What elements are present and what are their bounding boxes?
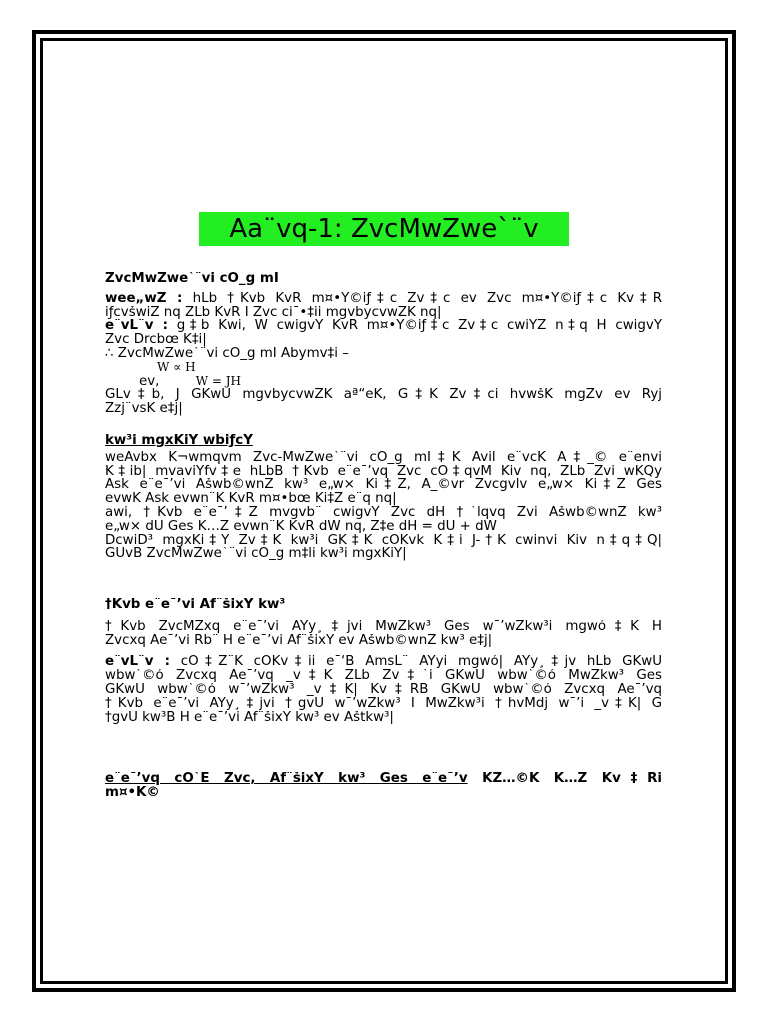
chapter-title: Aa¨vq-1: ZvcMwZwe`¨v	[199, 212, 569, 246]
explanation-line-1	[105, 655, 662, 669]
section-heading-underlined: e¨e¯’vq cÖ`Ë Zvc, Af¨šixY kw³ Ges e¨e¯’v	[105, 772, 468, 786]
explanation-text-1: g‡b Kwi, W cwigvY KvR m¤•Y©iƒ‡c Zv‡c cwiYZ n‡q H cwigvY	[176, 319, 662, 334]
definition-line-1	[105, 292, 662, 306]
explanation-line-1	[105, 319, 662, 333]
definition-line-2: iƒcvšwiZ nq ZLb KvR I Zvc ci¯•‡ii mgvbycvwZK nq|	[105, 305, 442, 320]
definition-text-1: hLb †Kvb KvR m¤•Y©iƒ‡c Zv‡c ev Zvc m¤•Y©iƒ‡c Kv‡R	[192, 291, 662, 306]
section-heading-rest: KZ…©K K…Z Kv‡Ri	[467, 772, 662, 786]
section-internal-energy	[105, 598, 662, 724]
section-energy-equation	[105, 434, 662, 561]
paragraph-line: †Kvb e¨e¯’vi AYy¸‡jvi †gvU w¯’wZkw³ I MwZkw³i †hvMdj w¯’i _v‡K| G	[105, 696, 662, 711]
paragraph-line: weÁvbx K¬wmqvm Zvc-MwZwe`¨vi cÖ_g mÎ‡K Avil e¨vcK A‡_© e¨envi	[105, 450, 662, 465]
constant-line-2: Zzj¨vsK e‡j|	[105, 402, 183, 416]
paragraph-line: Ask e¨e¯’vi Ašwb©wnZ kw³ e„w× Ki‡Z, A_©vr Zvcgvlv e„w× Ki‡Z Ges	[105, 478, 662, 493]
section-heading: ZvcMwZwe`¨vi cÖ_g mÎ	[105, 272, 279, 286]
formula-equation	[105, 375, 662, 389]
formula-jh: W = JH	[195, 374, 241, 388]
paragraph-line: wbw`©ó Zvcxq Ae¯’vq _v‡K ZLb Zv‡`i GKwU wbw`©ó MwZkw³ Ges	[105, 669, 662, 683]
section-heading: †Kvb e¨e¯’vi Af¨šixY kw³	[105, 598, 286, 612]
section-heading-line-1	[105, 772, 662, 786]
paragraph-line: K‡ib| mvaviYfv‡e hLbB †Kvb e¨e¯’vq Zvc cÖ‡qvM Kiv nq, ZLb Zvi wKQy	[105, 464, 662, 479]
constant-line-1: GLv‡b, J GKwU mgvbycvwZK aª“eK, G‡K Zv‡ci hvwšK mgZv ev Ryj	[105, 388, 662, 403]
paragraph-line: evwK Ask evwn¨K KvR m¤•bœ Ki‡Z e¨q nq|	[105, 492, 397, 506]
formula-prefix: ev,	[139, 374, 160, 389]
therefore-line: ∴ ZvcMwZwe`¨vi cÖ_g mÎ Abymv‡i –	[105, 346, 349, 361]
explanation-line-2: Zvc Drcbœ K‡i|	[105, 333, 207, 347]
paragraph-line: GUvB ZvcMwZwe`¨vi cÖ_g m‡li kw³i mgxKiY|	[105, 547, 407, 562]
paragraph-line: GKwU wbw`©ó w¯’wZkw³ _v‡K| Kv‡RB GKwU wbw`©ó Zvcxq Ae¯’vq	[105, 682, 662, 697]
explanation-label: e¨vL¨v :	[105, 319, 168, 334]
paragraph-line: Zvcxq Ae¯’vi Rb¨ H e¨e¯’vi Af¨šixY ev Ašwb©wnZ kw³ e‡j|	[105, 633, 493, 648]
explanation-text-1: cÖ‡Z¨K cÖKv‡ii e¯‘B AmsL¨ AYyi mgwó| AYy¸‡jv hLb GKwU	[180, 655, 662, 670]
section-heading-line-2: m¤•K©	[105, 785, 160, 800]
section-first-law	[105, 272, 662, 416]
formula-proportional: W ∝ H	[157, 360, 196, 374]
paragraph-line: awi, †Kvb e¨e¯’‡Z mvgvb¨ cwigvY Zvc dH †`lqvq Zvi Ašwb©wnZ kw³	[105, 505, 662, 520]
paragraph-line: DcwiD³ mgxKi‡Y Zv‡K kw³i GK‡K cÖKvk K‡i J-†K cwinvi Kiv n‡q‡Q|	[105, 533, 662, 548]
definition-label: wee„wZ :	[105, 291, 183, 306]
explanation-label: e¨vL¨v :	[105, 655, 170, 670]
paragraph-line: †gvU kw³B H e¨e¯’vi Af¨šixY kw³ ev Aštkw³|	[105, 710, 394, 725]
section-heading: kw³i mgxKiY wbiƒcY	[105, 434, 253, 448]
section-heat-work-relation	[105, 772, 662, 800]
paragraph-line: e„w× dU Ges K…Z evwn¨K KvR dW nq, Z‡e dH = dU + dW	[105, 519, 497, 534]
paragraph-line: †Kvb ZvcMZxq e¨e¯’vi AYy¸‡jvi MwZkw³ Ges w¯’wZkw³i mgwó‡K H	[105, 619, 662, 634]
